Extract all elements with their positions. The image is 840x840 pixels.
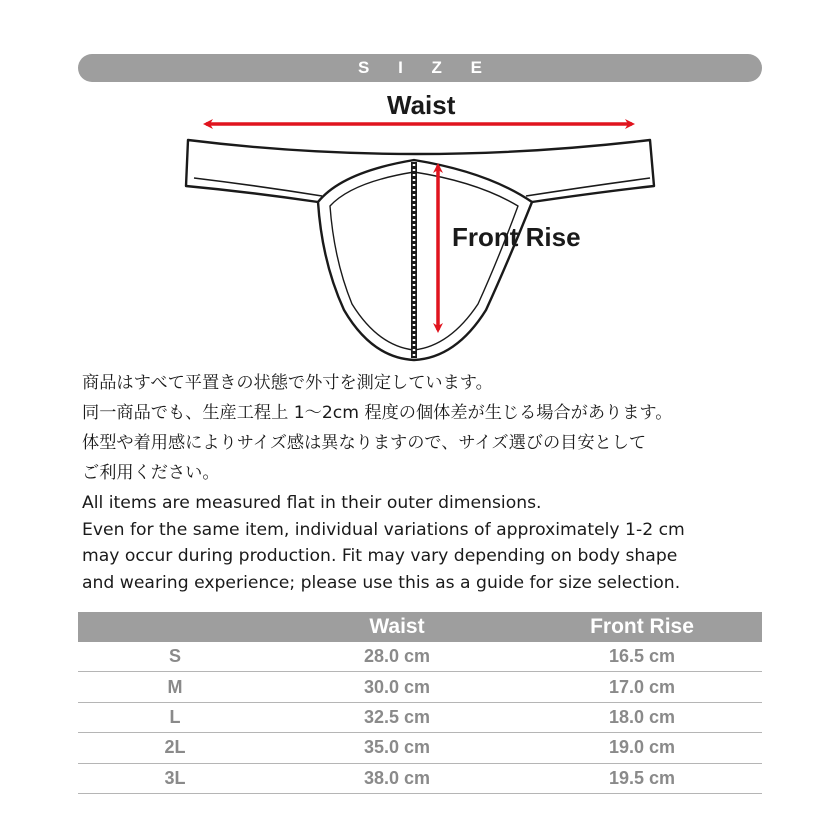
waist-cell: 30.0 cm <box>272 672 522 702</box>
front-rise-label: Front Rise <box>452 222 581 252</box>
header-size <box>78 612 272 642</box>
size-cell: S <box>78 642 272 672</box>
front-rise-cell: 19.5 cm <box>522 763 762 793</box>
header-front-rise: Front Rise <box>522 612 762 642</box>
en-note-line: and wearing experience; please use this as a guide for size selection. <box>82 572 681 593</box>
jp-note-line: 同一商品でも、生産工程上 1〜2cm 程度の個体差が生じる場合があります。 <box>82 403 673 423</box>
en-note-line: All items are measured flat in their outer dimensions. <box>82 493 542 513</box>
waist-label: Waist <box>387 90 456 120</box>
front-rise-cell: 16.5 cm <box>522 642 762 672</box>
size-cell: L <box>78 702 272 732</box>
en-note-line: may occur during production. Fit may vary depending on body shape <box>82 546 678 566</box>
front-rise-cell: 19.0 cm <box>522 733 762 763</box>
front-rise-cell: 17.0 cm <box>522 672 762 702</box>
waist-cell: 32.5 cm <box>272 702 522 732</box>
table-row <box>78 702 762 732</box>
size-cell: 2L <box>78 733 272 763</box>
size-cell: 3L <box>78 763 272 793</box>
header-waist: Waist <box>272 612 522 642</box>
japanese-notes <box>82 368 772 488</box>
jp-note-line: 体型や着用感によりサイズ感は異なりますので、サイズ選びの目安として <box>82 433 647 453</box>
waist-cell: 38.0 cm <box>272 763 522 793</box>
size-cell: M <box>78 672 272 702</box>
jp-note-line: 商品はすべて平置きの状態で外寸を測定しています。 <box>82 373 493 393</box>
size-header-title: S I Z E <box>358 58 494 77</box>
waist-cell: 28.0 cm <box>272 642 522 672</box>
front-rise-cell: 18.0 cm <box>522 702 762 732</box>
table-row <box>78 672 762 702</box>
waist-cell: 35.0 cm <box>272 733 522 763</box>
table-header-row <box>78 612 762 642</box>
table-row <box>78 733 762 763</box>
size-table <box>78 612 762 794</box>
english-notes <box>82 490 772 596</box>
table-row <box>78 642 762 672</box>
garment-outline <box>186 140 654 360</box>
jp-note-line: ご利用ください。 <box>82 463 220 483</box>
en-note-line: Even for the same item, individual variations of approximately 1-2 cm <box>82 519 685 540</box>
garment-diagram <box>0 0 840 370</box>
table-row <box>78 763 762 793</box>
